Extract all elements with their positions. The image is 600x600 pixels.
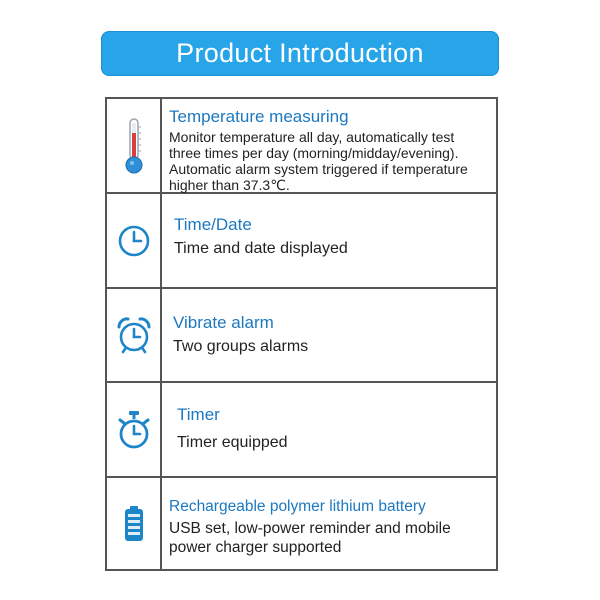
feature-description: USB set, low-power reminder and mobile power charger supported bbox=[169, 520, 451, 556]
header-banner bbox=[101, 31, 499, 76]
feature-description: Monitor temperature all day, automatically test three times per day (morning/midday/evening). Automatic alarm system triggered if temperature higher than 37.3℃. bbox=[169, 129, 468, 193]
feature-icon-cell bbox=[107, 478, 162, 569]
feature-text-cell bbox=[162, 383, 498, 476]
stopwatch-icon bbox=[116, 410, 152, 450]
feature-row-timer bbox=[107, 383, 498, 478]
feature-title: Rechargeable polymer lithium battery bbox=[169, 498, 426, 515]
thermometer-icon bbox=[123, 117, 145, 175]
feature-description: Two groups alarms bbox=[173, 338, 309, 355]
feature-text-cell bbox=[162, 99, 498, 192]
feature-row-temperature bbox=[107, 99, 498, 194]
feature-text-cell bbox=[162, 289, 498, 381]
feature-icon-cell bbox=[107, 383, 162, 476]
feature-title: Time/Date bbox=[174, 215, 252, 234]
feature-row-vibrate-alarm bbox=[107, 289, 498, 383]
feature-icon-cell bbox=[107, 289, 162, 381]
feature-text-cell bbox=[162, 478, 498, 569]
feature-title: Temperature measuring bbox=[169, 107, 349, 126]
feature-row-battery bbox=[107, 478, 498, 571]
feature-icon-cell bbox=[107, 194, 162, 287]
feature-description: Timer equipped bbox=[177, 434, 288, 451]
page-title: Product Introduction bbox=[176, 38, 424, 68]
clock-icon bbox=[117, 224, 151, 258]
feature-icon-cell bbox=[107, 99, 162, 192]
feature-title: Vibrate alarm bbox=[173, 313, 274, 332]
feature-table bbox=[105, 97, 498, 571]
alarm-clock-icon bbox=[115, 316, 153, 354]
battery-icon bbox=[123, 505, 145, 543]
feature-title: Timer bbox=[177, 405, 220, 424]
feature-text-cell bbox=[162, 194, 498, 287]
feature-description: Time and date displayed bbox=[174, 240, 348, 257]
feature-row-time-date bbox=[107, 194, 498, 289]
